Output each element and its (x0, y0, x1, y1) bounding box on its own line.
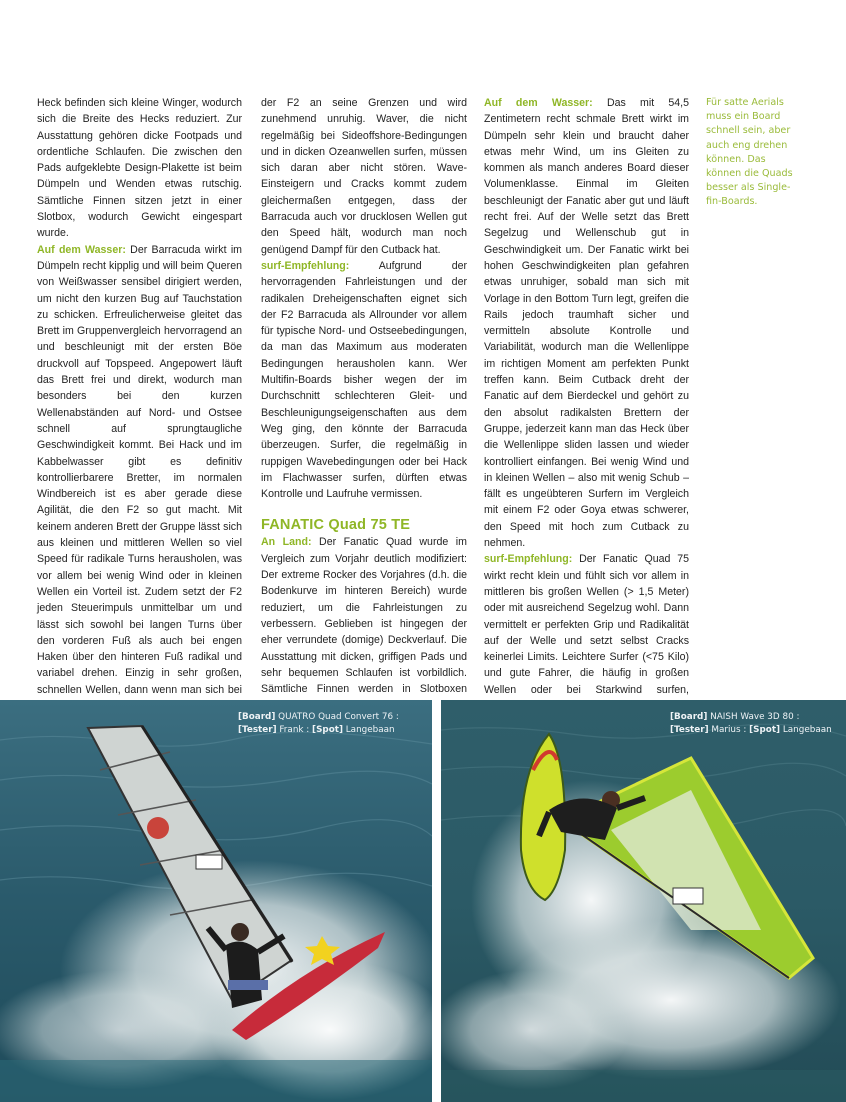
article-column-1 (37, 95, 242, 747)
paragraph: Heck befinden sich kleine Winger, wodurch sich die Breite des Hecks reduziert. Zur Ausstattung gehören dicke Footpads und ordentliche Schlaufen. Die zwischen den Pads aufgeklebte Design-Plakette ist beim Dümpeln und Wenden etwas rutschig. Sämtliche Finnen sitzen jetzt in einer Slotbox, wodurch Gewicht eingespart wurde. (37, 97, 242, 240)
paragraph (261, 534, 467, 713)
caption-tester-name: Frank : (276, 725, 313, 735)
windsurf-photo-right-image (441, 700, 846, 1102)
caption-board-name: NAISH Wave 3D 80 : (707, 712, 800, 722)
photo-caption-right (670, 711, 832, 737)
paragraph-text: Der Fanatic Quad wurde im Vergleich zum Vorjahr deutlich modifiziert: Der extreme Rocker des Vorjahres (d.h. die Bodenkurve im hinteren Bereich) wurde reduziert, um die Fahrleistungen zu verbessern. Geblieben ist hingegen der eher verrundete (domige) Deckverlauf. Die Ausstattung mit dicken, griffigen Pads und sehr bequemen Schlaufen ist vorbildlich. Sämtliche Finnen werden in Slotboxen (261, 536, 467, 696)
section-lead: surf-Empfehlung: (261, 259, 350, 272)
paragraph-text: Das mit 54,5 Zentimetern recht schmale Brett wirkt im Dümpeln sehr klein und braucht daher etwas mehr Wind, um ins Gleiten zu kommen als manch anderes Board dieser Volumenklasse. Einmal im Gleiten beschleunigt der Fanatic aber gut und läuft recht frei. Auf der Welle setzt das Brett Segelzug und Wellenschub gut in Geschwindigkeit um. Der Fanatic wirkt bei hohen Geschwindigkeiten plan gefahren etwas unruhiger, sobald man sich mit Vorlage in den Bottom Turn legt, greifen die Rails jedoch traumhaft sicher und vermitteln absolute Kontrolle und Variabilität, wodurch man die Wellenlippe im richtigen Moment am perfekten Punkt treffen kann. Beim Cutback dreht der Fanatic auf dem Bierdeckel und gehört zu den absolut radikalsten Brettern der Gruppe, jederzeit kann man das Heck über die Wellenlippe sliden lassen und wieder kontrolliert einfangen. Bei wenig Wind und in kleinen Wellen – also mit wenig Schub – fällt es ungeübteren Surfern im Vergleich mit einem F2 oder Goya etwas schwerer, den Speed mit hoch zum Cutback zu nehmen. (484, 97, 689, 550)
caption-tester-line (238, 724, 399, 737)
caption-board-name: QUATRO Quad Convert 76 : (275, 712, 399, 722)
caption-tester-line (670, 724, 832, 737)
section-lead: Auf dem Wasser: (484, 97, 593, 109)
caption-tester-label: [Tester] (670, 725, 709, 735)
caption-tester-name: Marius : (708, 725, 750, 735)
side-note: Für satte Aerials muss ein Board schnell sein, aber auch eng drehen können. Das können die Quads besser als Single-fin-Boards. (706, 97, 793, 208)
section-lead: Auf dem Wasser: (37, 243, 126, 256)
article-column-3 (484, 95, 689, 747)
caption-spot-label: [Spot] (312, 725, 343, 735)
caption-tester-label: [Tester] (238, 725, 277, 735)
windsurf-photo-right (441, 700, 846, 1102)
caption-board-line (670, 711, 832, 724)
caption-board-label: [Board] (238, 712, 276, 722)
section-heading: FANATIC Quad 75 TE (261, 517, 411, 534)
section-lead: An Land: (261, 536, 312, 549)
paragraph-text: Aufgrund der hervorragenden Fahrleistungen und der radikalen Dreheigenschaften eignet sich der F2 Barracuda als Allrounder vor allem für typische Nord- und Ostseebedingungen, da man das Maximum aus moderaten Bedingungen herausholen kann. Wer Multifin-Boards bisher wegen der im Durchschnitt schlechteren Gleit- und Beschleunigungseigenschaften aus dem Weg ging, den könnte der Barracuda überzeugen. Surfer, die regelmäßig in ruppigen Wavebedingungen oder bei Hack im Flachwasser surfen, dürften etwas Kontrolle und Laufruhe vermissen. (261, 259, 467, 501)
paragraph: der F2 an seine Grenzen und wird zunehmend unruhig. Waver, die nicht regelmäßig bei Sideoffshore-Bedingungen und in dicken Ozeanwellen surfen, müssen sich daran aber nicht stören. Wave-Einsteigern und Cracks kommt zudem gleichermaßen entgegen, dass der Barracuda auch vor drucklosen Wellen gut den Speed hält, wodurch man noch genügend Dampf für den Cutback hat. (261, 97, 467, 256)
photo-caption-left (238, 711, 399, 737)
caption-board-line (238, 711, 399, 724)
caption-spot-name: Langebaan (342, 725, 395, 735)
section-lead: surf-Empfehlung: (484, 553, 573, 566)
article-column-2 (261, 95, 467, 714)
paragraph-text: Der Fanatic Quad 75 wirkt recht klein und fühlt sich vor allem in mittleren bis großen Wellen (> 1,5 Meter) oder mit ausreichend Segelzug wohl. Dann vermittelt er perfekten Grip und Radikalität auf der Welle und setzt selbst Cracks keinerlei Limits. Leichtere Surfer (<75 Kilo) und gute Fahrer, die häufig in großen Wellen oder bei Starkwind surfen, (484, 553, 689, 696)
caption-board-label: [Board] (670, 712, 708, 722)
paragraph-text: Der Barracuda wirkt im Dümpeln recht kipplig und will beim Queren von Weißwasser sensibel dirigiert werden, um nicht den kurzen Bug auf Tauchstation zu schicken. Erfreulicherweise gleitet das Brett im Gruppenvergleich hervorragend an und beschleunigt mit der ersten Böe druckvoll auf Topspeed. Angepowert läuft das Brett frei und direkt, wodurch man besonders bei den kurzen Wellenabständen auf Nord- und Ostsee schnell auf sprungtaugliche Geschwindigkeit kommt. Bei Hack und im Kabbelwasser gibt es definitiv kontrollierbarere Bretter, im normalen Windbereich ist es aber gerade diese Agilität, die den F2 so gut macht. Mit keinem anderen Brett der Gruppe lässt sich aus kleinen und mittleren Wellen so viel Speed für radikale Turns herausholen, was vor allem bei wenig Wind oder in kleinen Wellen ein Vorteil ist. Zudem setzt der F2 jeden Steuerimpuls unmittelbar um und lässt sich sowohl bei langen Turns über den vorderen Fuß als auch bei engen Haken über den hinteren Fuß radikal und variabel drehen. Einzig in sehr großen, schnellen Wellen, dann wenn man sich bei (37, 243, 242, 696)
caption-spot-name: Langebaan (780, 725, 832, 735)
caption-spot-label: [Spot] (749, 725, 781, 735)
windsurf-photo-left-image (0, 700, 432, 1102)
paragraph (261, 258, 467, 502)
paragraph (484, 95, 689, 551)
paragraph (37, 242, 242, 747)
windsurf-photo-left (0, 700, 432, 1102)
